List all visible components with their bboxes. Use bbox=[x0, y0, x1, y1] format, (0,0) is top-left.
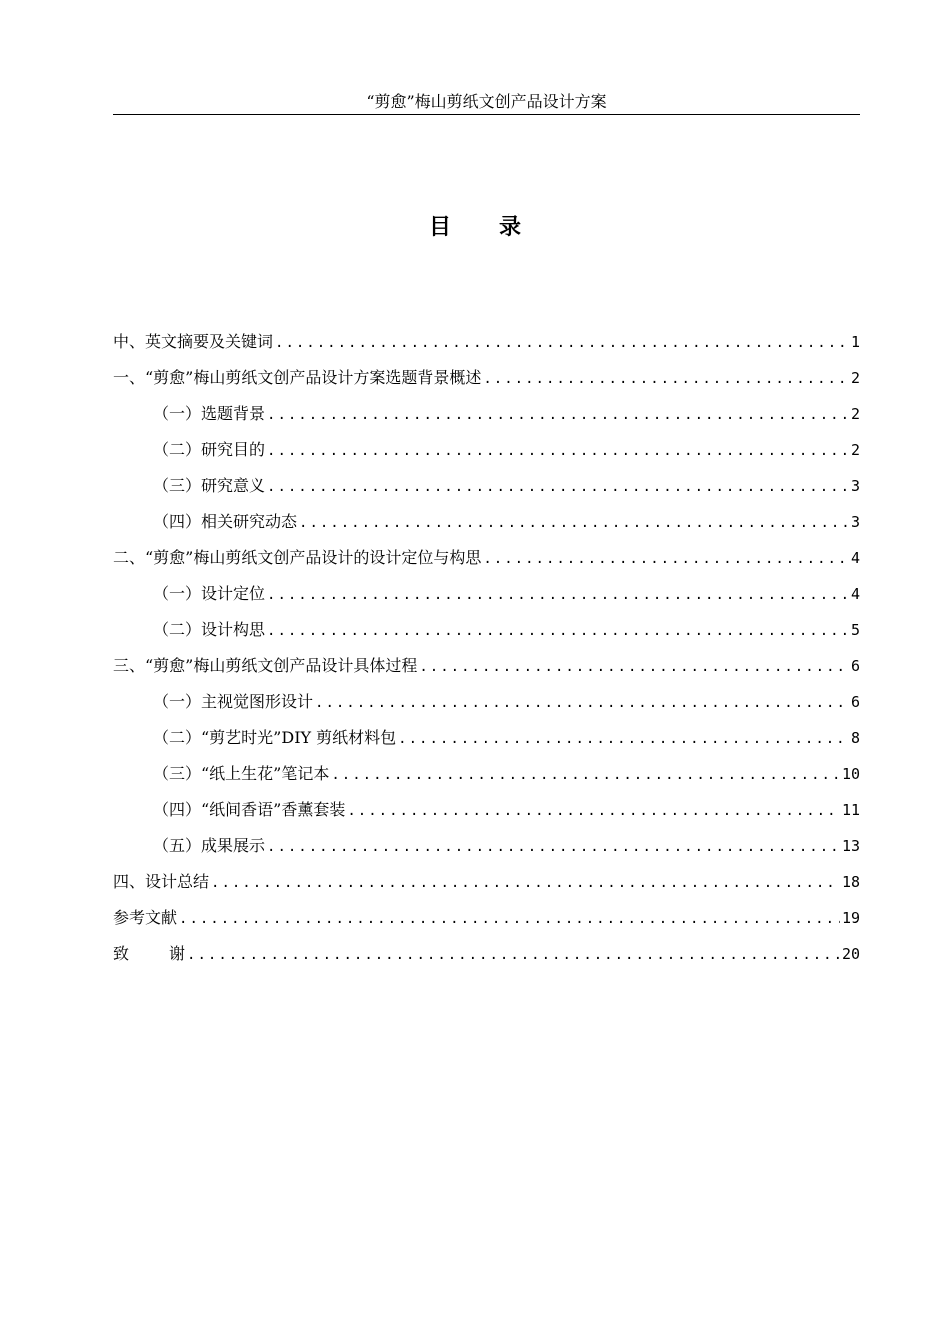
toc-entry[interactable] bbox=[113, 468, 860, 504]
toc-entry[interactable] bbox=[113, 576, 860, 612]
toc-entry[interactable] bbox=[113, 396, 860, 432]
toc-entry-label: 三、“剪愈”梅山剪纸文创产品设计具体过程 bbox=[113, 656, 418, 675]
toc-entry-page: 2 bbox=[850, 369, 860, 387]
toc-entry-label: 中、英文摘要及关键词 bbox=[113, 332, 274, 351]
toc-entry[interactable] bbox=[113, 756, 860, 792]
toc-entry[interactable] bbox=[113, 432, 860, 468]
toc-entry-page: 19 bbox=[841, 909, 860, 927]
toc-entry-label: （一）设计定位 bbox=[153, 584, 266, 603]
toc-entry[interactable] bbox=[113, 324, 860, 360]
toc-entry[interactable] bbox=[113, 612, 860, 648]
toc-entry-label: （二）设计构思 bbox=[153, 620, 266, 639]
toc-entry-page: 3 bbox=[850, 513, 860, 531]
toc-entry[interactable] bbox=[113, 648, 860, 684]
toc-title bbox=[0, 212, 950, 242]
toc-entry-acknowledgement[interactable] bbox=[113, 936, 860, 972]
toc-entry-page: 6 bbox=[850, 657, 860, 675]
toc-entry[interactable] bbox=[113, 684, 860, 720]
table-of-contents bbox=[113, 324, 860, 972]
toc-entry-label: 一、“剪愈”梅山剪纸文创产品设计方案选题背景概述 bbox=[113, 368, 482, 387]
toc-entry[interactable] bbox=[113, 828, 860, 864]
toc-entry-label bbox=[113, 936, 185, 972]
toc-entry-page: 4 bbox=[850, 549, 860, 567]
toc-entry-page: 10 bbox=[841, 765, 860, 783]
toc-entry[interactable] bbox=[113, 900, 860, 936]
dot-leader bbox=[267, 829, 840, 865]
toc-entry-page: 3 bbox=[850, 477, 860, 495]
dot-leader bbox=[331, 757, 840, 793]
toc-entry[interactable] bbox=[113, 864, 860, 900]
dot-leader bbox=[267, 469, 849, 505]
dot-leader bbox=[483, 541, 849, 577]
toc-entry-page: 2 bbox=[850, 441, 860, 459]
toc-entry-label: （一）主视觉图形设计 bbox=[153, 692, 314, 711]
dot-leader bbox=[267, 577, 849, 613]
toc-entry[interactable] bbox=[113, 540, 860, 576]
toc-entry-label: 参考文献 bbox=[113, 908, 178, 927]
dot-leader bbox=[419, 649, 849, 685]
toc-entry-label: （一）选题背景 bbox=[153, 404, 266, 423]
toc-entry-label: （二）研究目的 bbox=[153, 440, 266, 459]
toc-entry[interactable] bbox=[113, 720, 860, 756]
toc-entry-label: （四）“纸间香语”香薰套装 bbox=[153, 800, 346, 819]
toc-entry-label: （四）相关研究动态 bbox=[153, 512, 298, 531]
dot-leader bbox=[299, 505, 849, 541]
toc-entry[interactable] bbox=[113, 792, 860, 828]
dot-leader bbox=[187, 937, 840, 973]
toc-entry[interactable] bbox=[113, 360, 860, 396]
toc-entry-page: 2 bbox=[850, 405, 860, 423]
dot-leader bbox=[267, 433, 849, 469]
dot-leader bbox=[315, 685, 849, 721]
toc-entry-label: （五）成果展示 bbox=[153, 836, 266, 855]
dot-leader bbox=[398, 721, 849, 757]
acknowledgement-first-char: 致 bbox=[113, 944, 130, 963]
toc-title-second: 录 bbox=[499, 214, 522, 240]
toc-entry-label: （三）研究意义 bbox=[153, 476, 266, 495]
toc-entry-page: 5 bbox=[850, 621, 860, 639]
dot-leader bbox=[347, 793, 840, 829]
dot-leader bbox=[211, 865, 840, 901]
toc-entry-label: 二、“剪愈”梅山剪纸文创产品设计的设计定位与构思 bbox=[113, 548, 482, 567]
toc-entry-label: （二）“剪艺时光”DIY 剪纸材料包 bbox=[153, 728, 397, 747]
dot-leader bbox=[267, 397, 849, 433]
toc-entry-page: 8 bbox=[850, 729, 860, 747]
toc-entry-page: 4 bbox=[850, 585, 860, 603]
running-header-title: “剪愈”梅山剪纸文创产品设计方案 bbox=[366, 92, 607, 111]
toc-entry[interactable] bbox=[113, 504, 860, 540]
toc-entry-page: 13 bbox=[841, 837, 860, 855]
dot-leader bbox=[267, 613, 849, 649]
toc-entry-page: 1 bbox=[850, 333, 860, 351]
toc-entry-page: 20 bbox=[841, 945, 860, 963]
toc-entry-page: 6 bbox=[850, 693, 860, 711]
dot-leader bbox=[275, 325, 849, 361]
running-header bbox=[113, 92, 860, 115]
toc-entry-label: （三）“纸上生花”笔记本 bbox=[153, 764, 330, 783]
toc-entry-page: 11 bbox=[841, 801, 860, 819]
toc-title-first: 目 bbox=[428, 214, 451, 240]
toc-entry-label: 四、设计总结 bbox=[113, 872, 210, 891]
acknowledgement-second-char: 谢 bbox=[169, 944, 186, 963]
dot-leader bbox=[483, 361, 849, 397]
dot-leader bbox=[179, 901, 840, 937]
toc-entry-page: 18 bbox=[841, 873, 860, 891]
